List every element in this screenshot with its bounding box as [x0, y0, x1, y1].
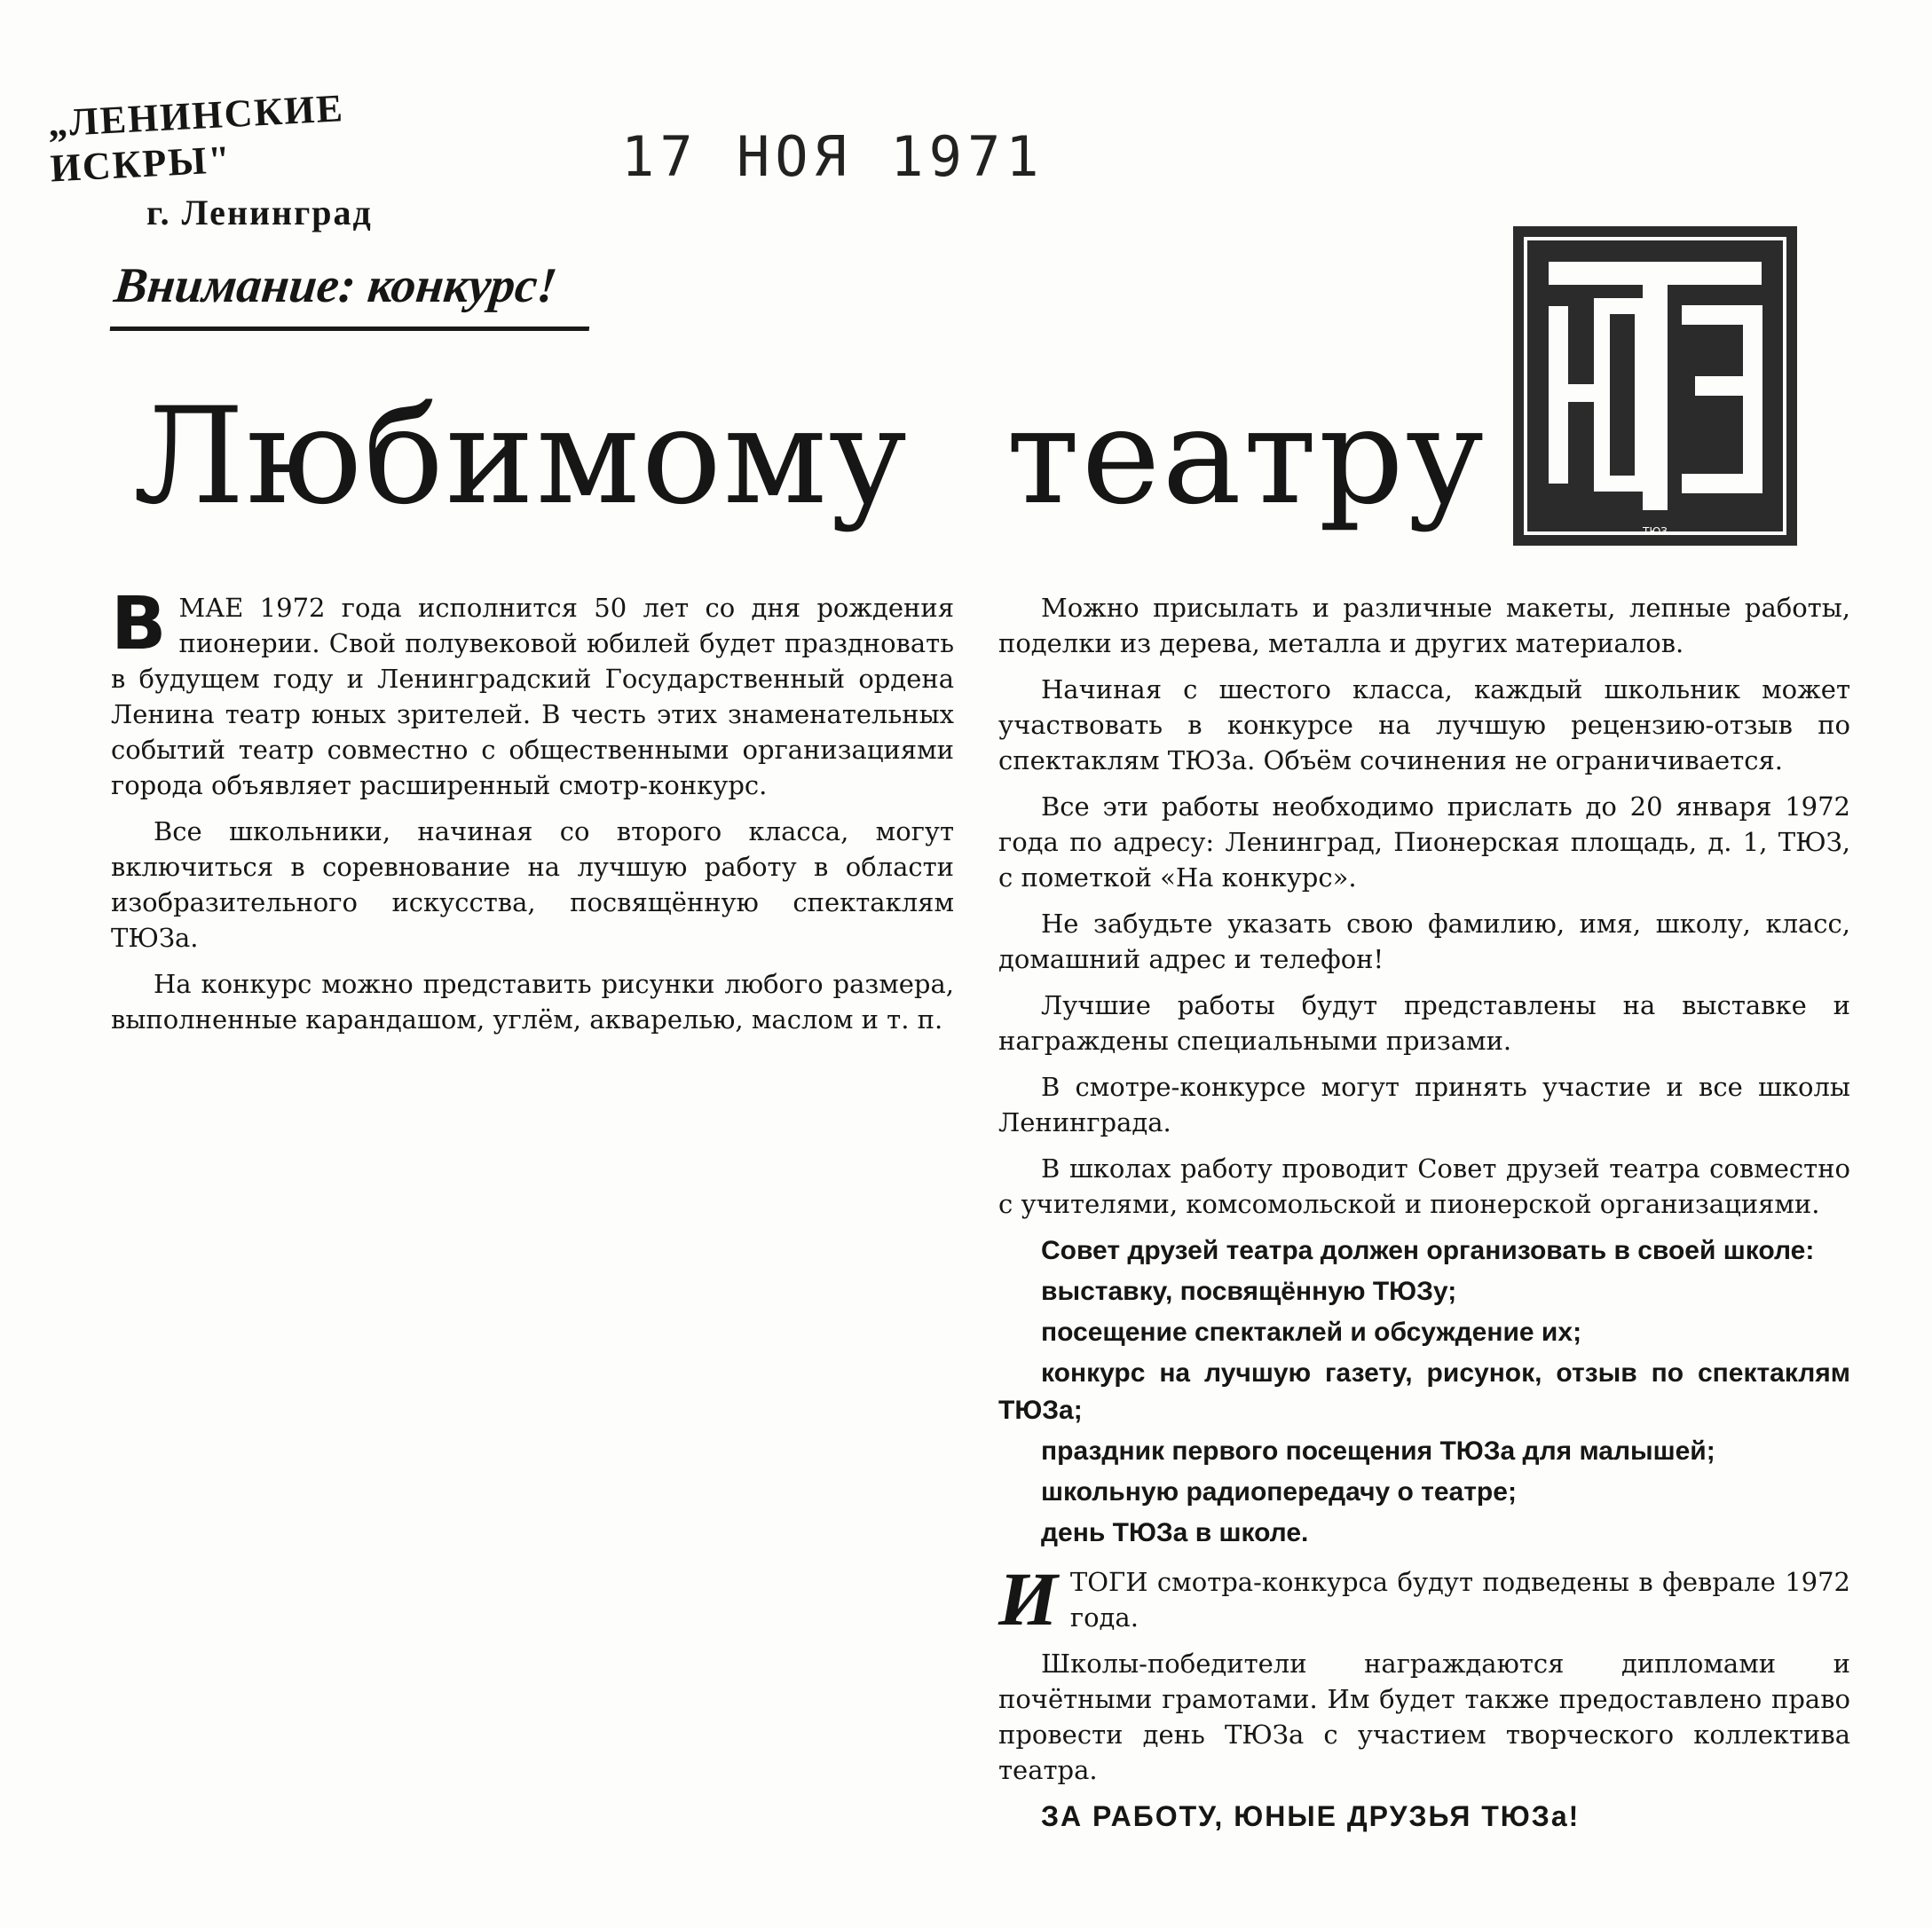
paragraph: В школах работу проводит Совет друзей театра совместно с учителями, комсомольской и пионерской организациями.	[998, 1153, 1850, 1219]
list-item: выставку, посвящённую ТЮЗу;	[1041, 1277, 1457, 1306]
lead-paragraph	[111, 582, 954, 803]
list-item: конкурс на лучшую газету, рисунок, отзыв по спектаклям ТЮЗа;	[998, 1358, 1850, 1425]
paragraph: Все эти работы необходимо прислать до 20 января 1972 года по адресу: Ленинград, Пионерская площадь, д. 1, ТЮЗ, с пометкой «На конкурс».	[998, 791, 1850, 893]
date-stamp: 17 НОЯ 1971	[621, 124, 1045, 189]
council-tasks	[998, 1232, 1850, 1552]
drop-cap: И	[998, 1556, 1058, 1641]
paragraph: Школы-победители награждаются дипломами и почётными грамотами. Им будет также предоставлено право провести день ТЮЗа с участием творческого коллектива театра.	[998, 1649, 1850, 1785]
paragraph-text: МАЕ 1972 года исполнится 50 лет со дня рождения пионерии. Свой полувековой юбилей будет праздновать в будущем году и Ленинградский Государственный ордена Ленина театр юных зрителей. В честь этих знаменательных событий театр совместно с общественными организациями города объявляет расширенный смотр-конкурс.	[111, 593, 954, 800]
logo-text: ТЮЗ	[1643, 525, 1668, 538]
paragraph: Не забудьте указать свою фамилию, имя, школу, класс, домашний адрес и телефон!	[998, 909, 1850, 974]
paragraph: Лучшие работы будут представлены на выставке и награждены специальными призами.	[998, 990, 1850, 1056]
tyuz-logo	[1513, 226, 1797, 546]
paragraph-text: ТОГИ смотра-конкурса будут подведены в феврале 1972 года.	[1069, 1567, 1850, 1633]
article-headline: Любимому театру	[133, 380, 1486, 534]
results-paragraph	[998, 1556, 1850, 1641]
paragraph: Все школьники, начиная со второго класса, могут включиться в соревнование на лучшую работу в области изобразительного искусства, посвящённую спектаклям ТЮЗа.	[111, 816, 954, 953]
list-item: день ТЮЗа в школе.	[1041, 1518, 1309, 1547]
newspaper-city: г. Ленинград	[146, 193, 373, 232]
left-column	[111, 582, 954, 1048]
drop-cap: В	[111, 582, 167, 666]
paragraph: Начиная с шестого класса, каждый школьник может участвовать в конкурсе на лучшую рецензию-отзыв по спектаклям ТЮЗа. Объём сочинения не ограничивается.	[998, 674, 1850, 775]
paragraph: Можно присылать и различные макеты, лепные работы, поделки из дерева, металла и других материалов.	[998, 593, 1850, 658]
list-item: школьную радиопередачу о театре;	[1041, 1477, 1517, 1507]
council-intro: Совет друзей театра должен организовать в своей школе:	[1041, 1236, 1815, 1265]
paragraph: В смотре-конкурсе могут принять участие и все школы Ленинграда.	[998, 1072, 1850, 1137]
list-item: праздник первого посещения ТЮЗа для малышей;	[1041, 1436, 1715, 1466]
closing-slogan: ЗА РАБОТУ, ЮНЫЕ ДРУЗЬЯ ТЮЗа!	[1041, 1800, 1581, 1832]
rubric-heading: Внимание: конкурс!	[110, 257, 597, 331]
paragraph: На конкурс можно представить рисунки любого размера, выполненные карандашом, углём, акварелью, маслом и т. п.	[111, 969, 954, 1035]
list-item: посещение спектаклей и обсуждение их;	[1041, 1318, 1582, 1347]
newspaper-stamp	[46, 86, 510, 233]
right-column	[998, 590, 1850, 1845]
newspaper-name: „ЛЕНИНСКИЕ ИСКРЫ"	[46, 86, 345, 191]
